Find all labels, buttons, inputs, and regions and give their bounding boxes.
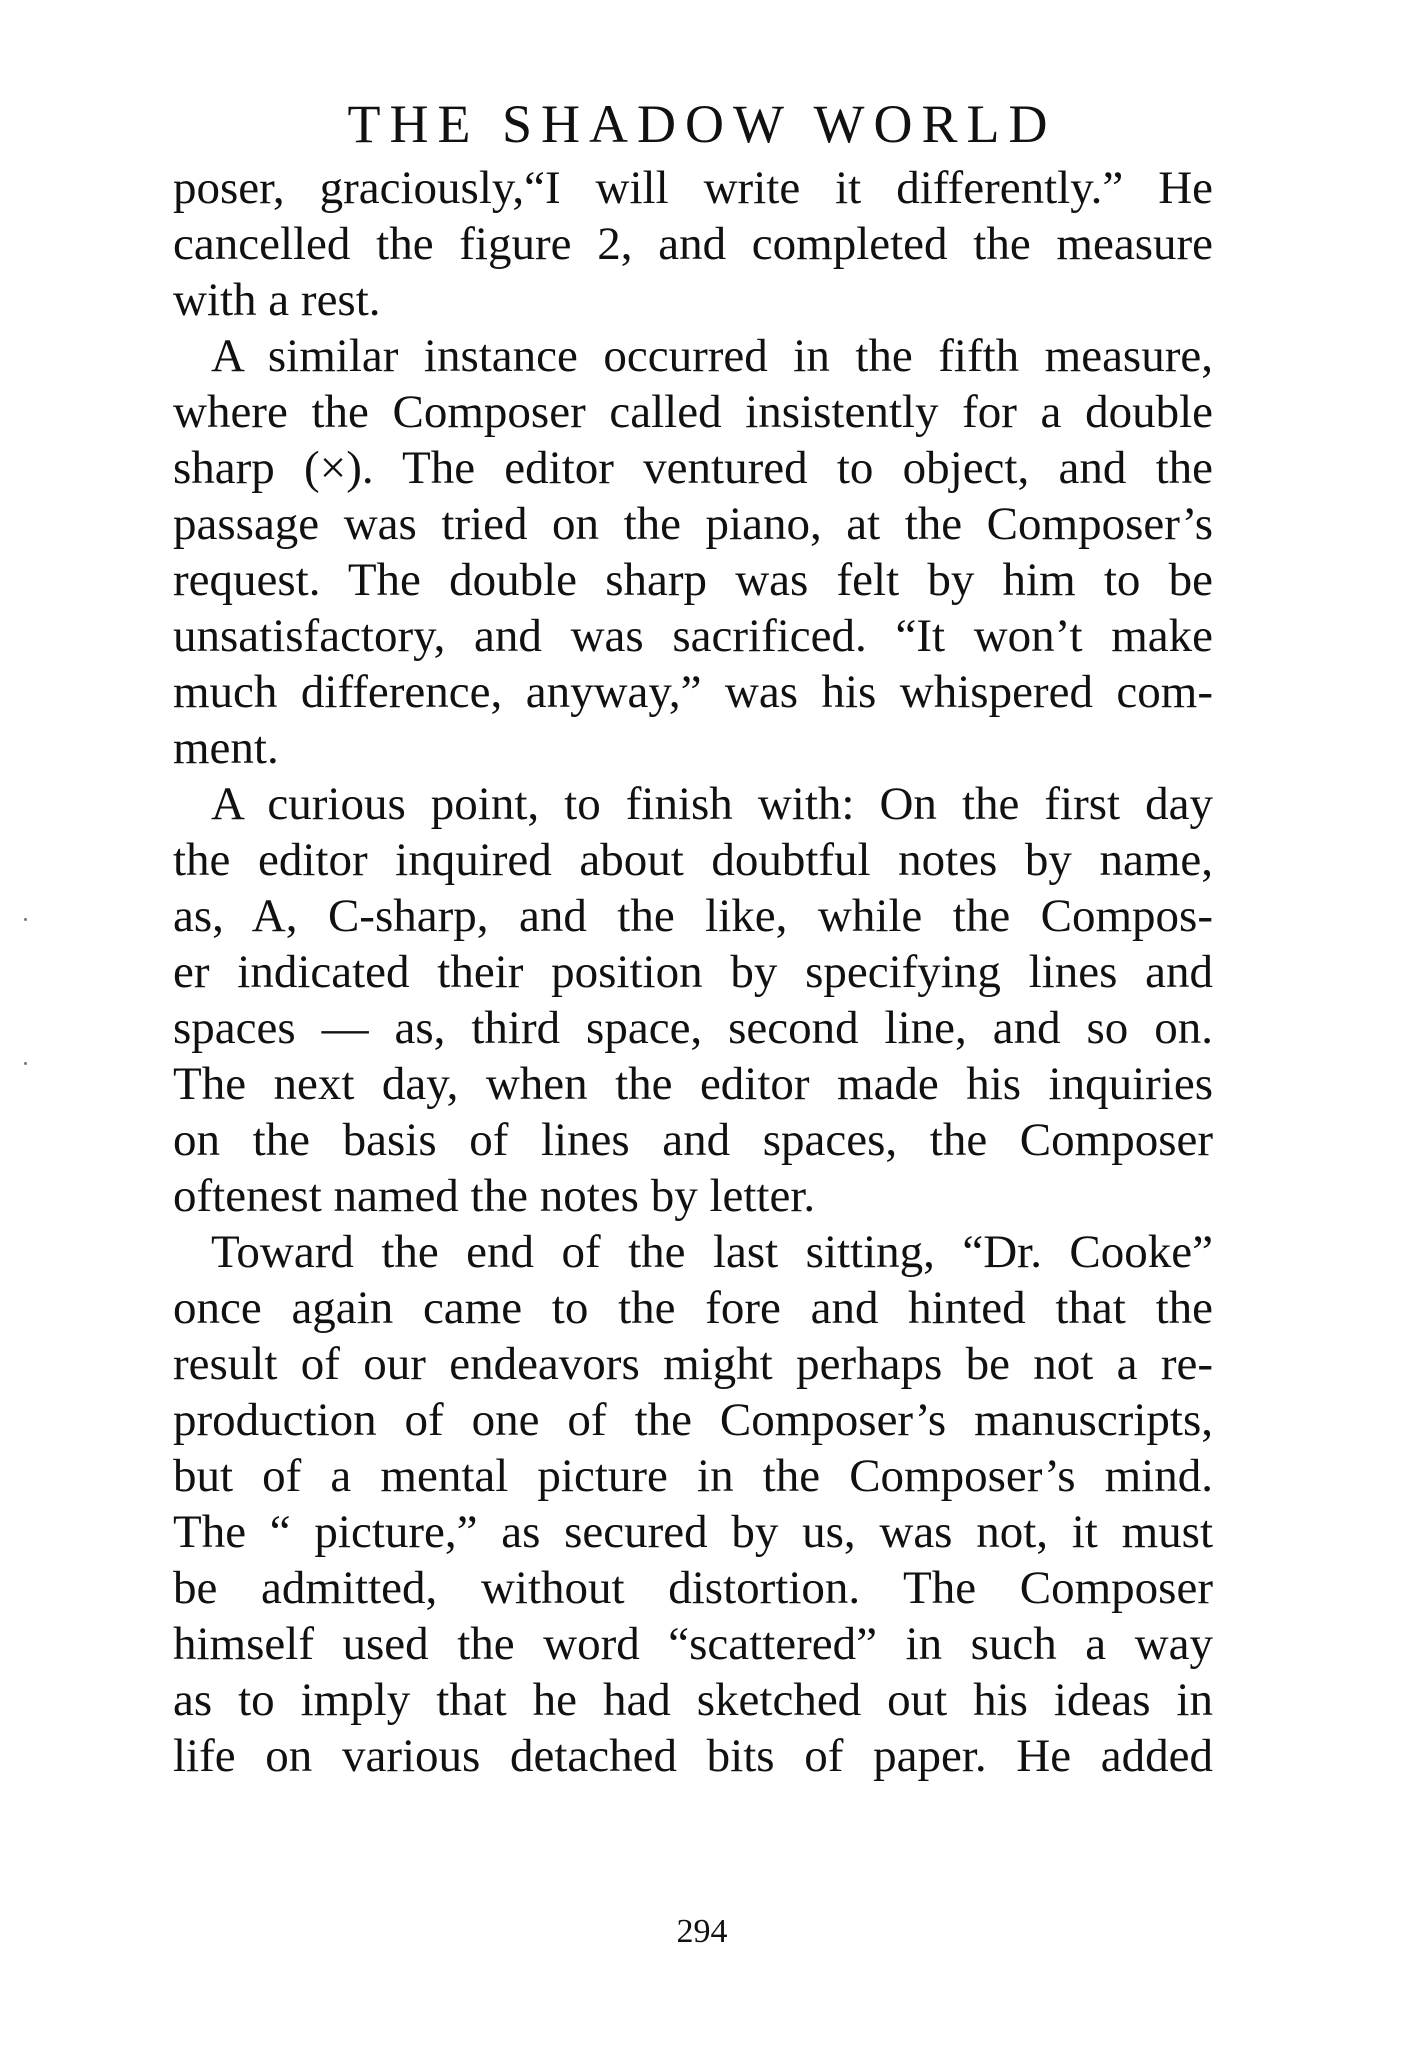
text-line: with a rest. bbox=[173, 274, 381, 326]
text-line: as, A, C-sharp, and the like, while the Compos- bbox=[173, 890, 1213, 942]
text-line: result of our endeavors might perhaps be not a re- bbox=[173, 1338, 1213, 1390]
text-line: where the Composer called insistently for a double bbox=[173, 386, 1213, 438]
text-line: sharp (×). The editor ventured to object, and the bbox=[173, 442, 1213, 494]
running-head: THE SHADOW WORLD bbox=[347, 94, 1057, 154]
page-number: 294 bbox=[676, 1913, 728, 1950]
text-line: cancelled the figure 2, and completed the measure bbox=[173, 218, 1213, 270]
text-line: Toward the end of the last sitting, “Dr. Cooke” bbox=[211, 1226, 1213, 1278]
text-line: much difference, anyway,” was his whispered com- bbox=[173, 666, 1213, 718]
text-line: request. The double sharp was felt by him to be bbox=[173, 554, 1213, 606]
text-line: life on various detached bits of paper. He added bbox=[173, 1730, 1213, 1782]
text-line: be admitted, without distortion. The Composer bbox=[173, 1562, 1213, 1614]
text-line: passage was tried on the piano, at the Composer’s bbox=[173, 498, 1213, 550]
text-line: himself used the word “scattered” in such a way bbox=[173, 1618, 1213, 1670]
text-line: but of a mental picture in the Composer’s mind. bbox=[173, 1450, 1213, 1502]
text-line: on the basis of lines and spaces, the Composer bbox=[173, 1114, 1213, 1166]
text-line: production of one of the Composer’s manuscripts, bbox=[173, 1394, 1213, 1446]
text-line: poser, graciously,“I will write it differently.” He bbox=[173, 162, 1213, 214]
text-line: oftenest named the notes by letter. bbox=[173, 1170, 816, 1222]
text-line: the editor inquired about doubtful notes by name, bbox=[173, 834, 1213, 886]
margin-speck bbox=[24, 918, 27, 921]
text-line: The next day, when the editor made his inquiries bbox=[173, 1058, 1213, 1110]
margin-speck bbox=[24, 1062, 27, 1065]
text-line: as to imply that he had sketched out his ideas in bbox=[173, 1674, 1213, 1726]
text-line: The “ picture,” as secured by us, was not, it must bbox=[173, 1506, 1213, 1558]
text-line: A similar instance occurred in the fifth measure, bbox=[211, 330, 1213, 382]
text-line: er indicated their position by specifying lines and bbox=[173, 946, 1213, 998]
text-line: A curious point, to finish with: On the first day bbox=[211, 778, 1213, 830]
text-line: ment. bbox=[173, 722, 279, 774]
text-line: once again came to the fore and hinted that the bbox=[173, 1282, 1213, 1334]
text-line: spaces — as, third space, second line, and so on. bbox=[173, 1002, 1213, 1054]
text-line: unsatisfactory, and was sacrificed. “It won’t make bbox=[173, 610, 1213, 662]
